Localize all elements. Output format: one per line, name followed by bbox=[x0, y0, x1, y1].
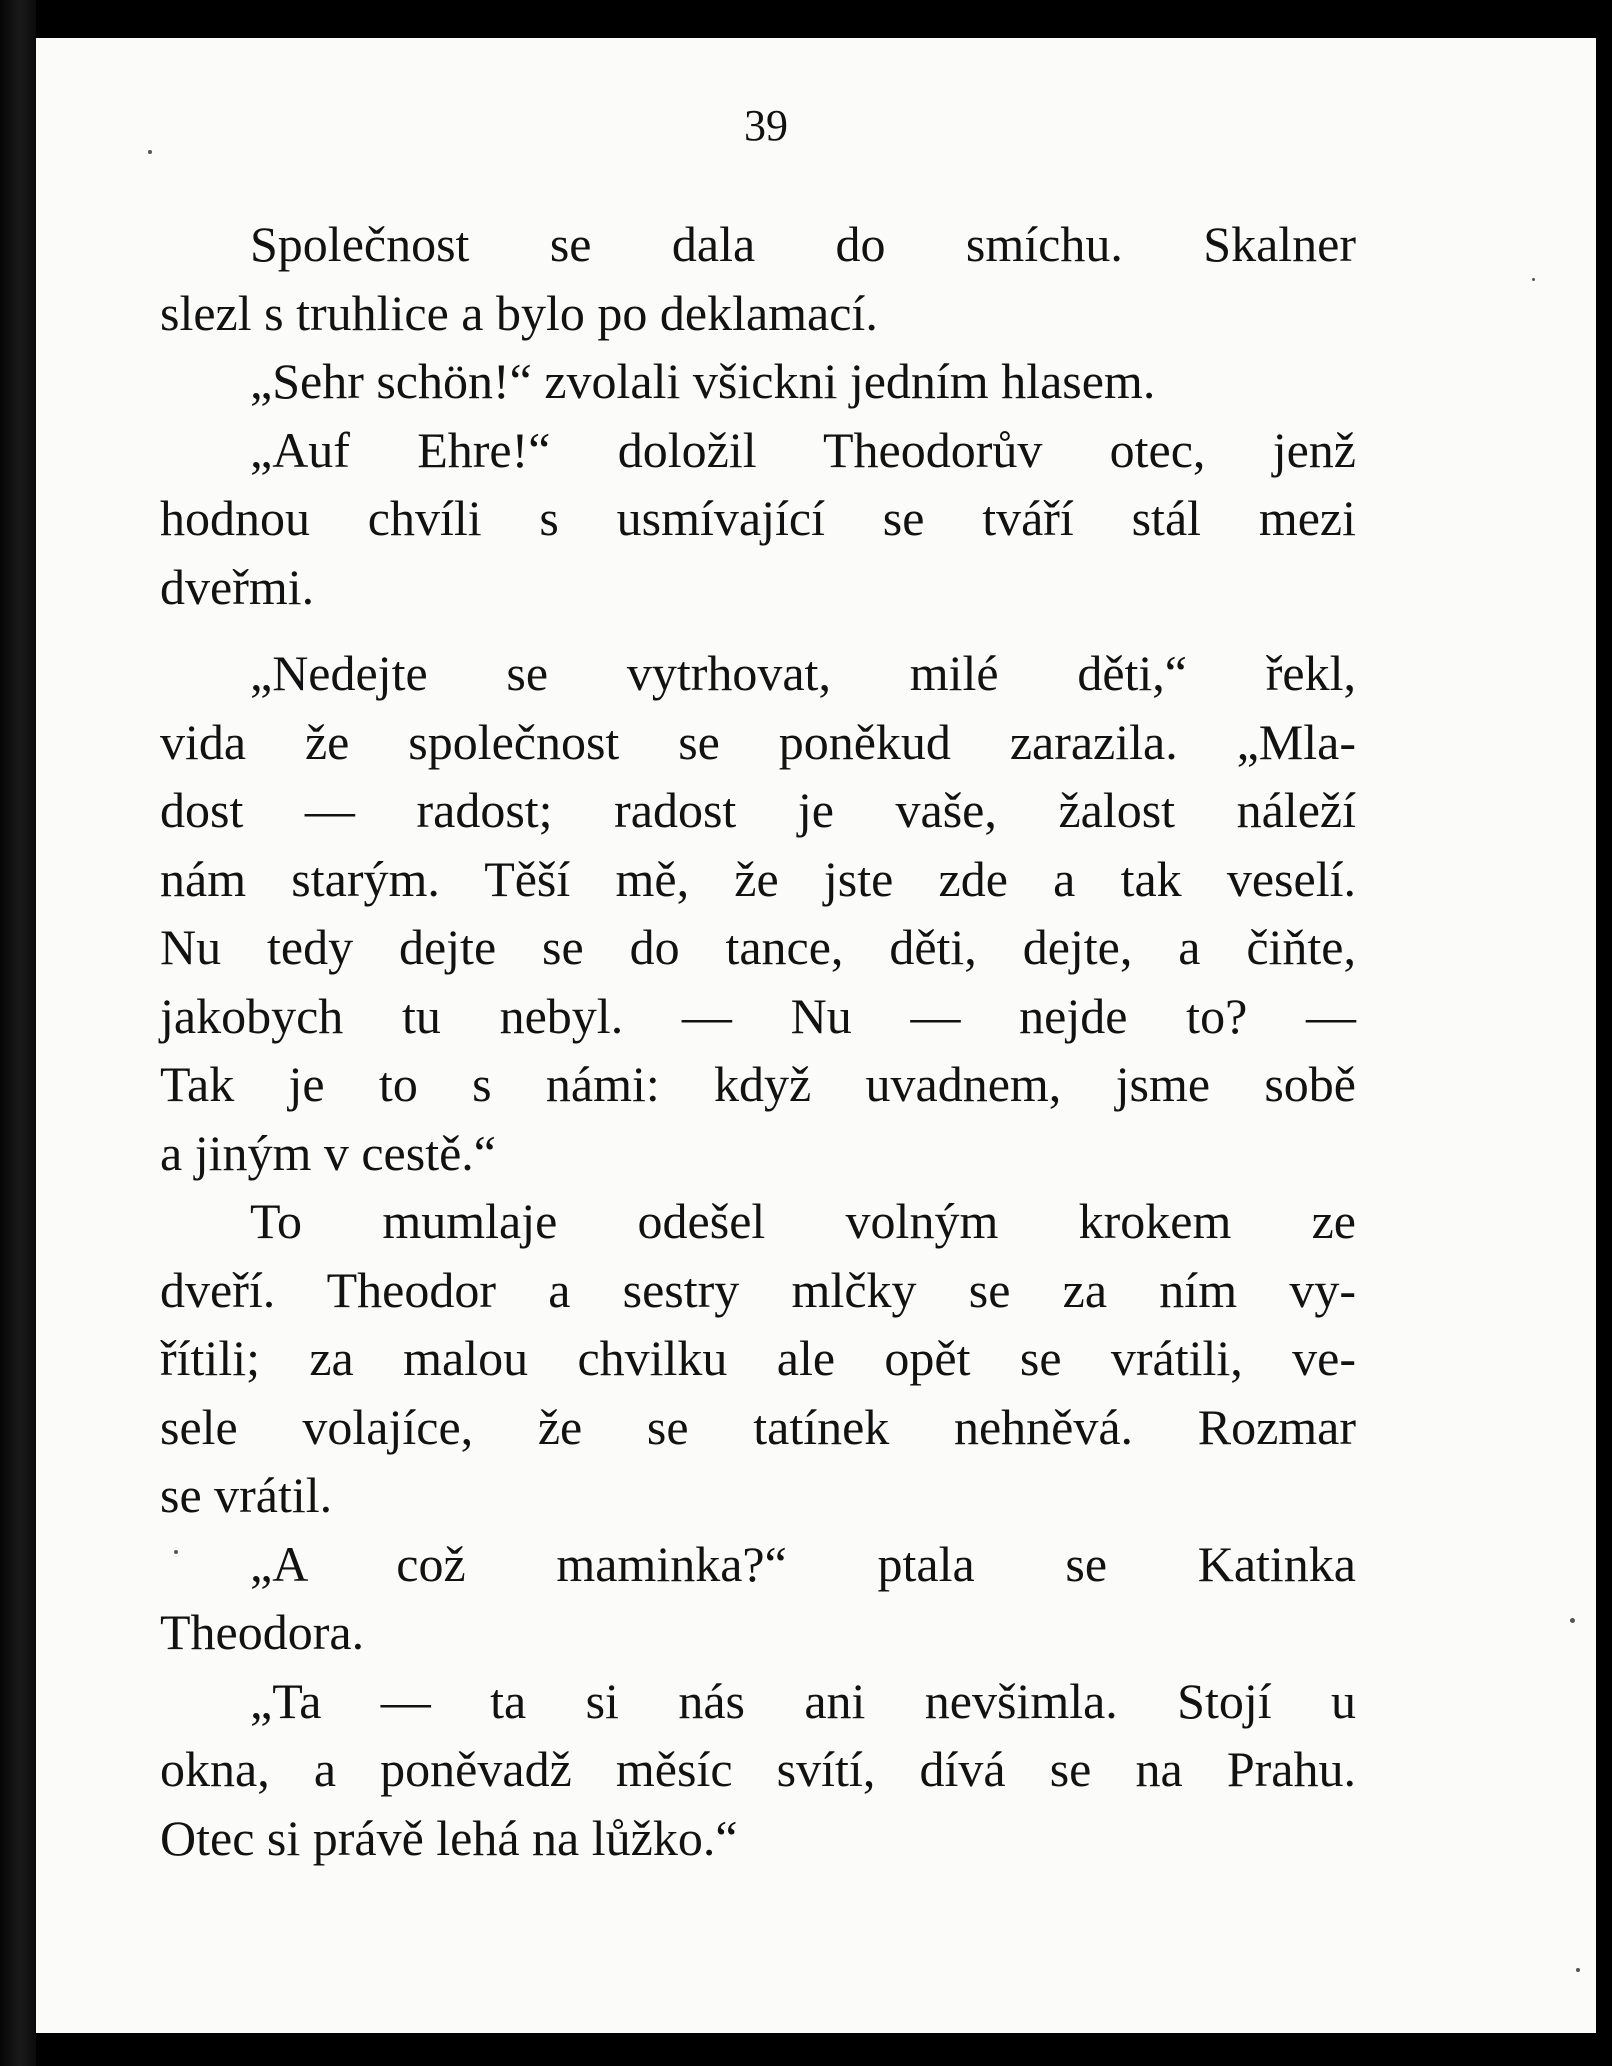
text-line: jakobych tu nebyl. — Nu — nejde to? — bbox=[160, 987, 1356, 1044]
text-line: „Auf Ehre!“ doložil Theodorův otec, jenž bbox=[250, 421, 1356, 478]
scan-speck bbox=[1532, 278, 1535, 281]
text-line: „Sehr schön!“ zvolali všickni jedním hlasem. bbox=[250, 353, 1156, 409]
text-line: „Nedejte se vytrhovat, milé děti,“ řekl, bbox=[250, 645, 1356, 701]
scan-speck bbox=[148, 150, 152, 154]
text-line: hodnou chvíli s usmívající se tváří stál mezi bbox=[160, 490, 1356, 546]
scan-speck bbox=[174, 1550, 178, 1554]
text-line: sele volajíce, že se tatínek nehněvá. Rozmar bbox=[160, 1398, 1356, 1455]
text-line: Theodora. bbox=[160, 1604, 365, 1660]
text-line: dveřmi. bbox=[160, 558, 315, 615]
text-line: a jiným v cestě.“ bbox=[160, 1124, 496, 1181]
text-line: dveří. Theodor a sestry mlčky se za ním vy- bbox=[160, 1261, 1356, 1318]
text-line: „A což maminka?“ ptala se Katinka bbox=[250, 1535, 1356, 1592]
scan-speck bbox=[1576, 1968, 1580, 1972]
text-line: nám starým. Těší mě, že jste zde a tak veselí. bbox=[160, 850, 1356, 907]
text-line: „Ta — ta si nás ani nevšimla. Stojí u bbox=[250, 1672, 1356, 1729]
page-number: 39 bbox=[744, 101, 788, 150]
text-line: Společnost se dala do smíchu. Skalner bbox=[250, 216, 1356, 272]
page-text-body bbox=[160, 210, 1356, 1872]
text-line: okna, a poněvadž měsíc svítí, dívá se na Prahu. bbox=[160, 1741, 1356, 1797]
text-line: Otec si právě lehá na lůžko.“ bbox=[160, 1809, 738, 1866]
scan-speck bbox=[1570, 1618, 1575, 1623]
text-line: slezl s truhlice a bylo po deklamací. bbox=[160, 284, 878, 341]
text-line: dost — radost; radost je vaše, žalost náleží bbox=[160, 782, 1356, 838]
scan-left-edge bbox=[0, 0, 36, 2066]
text-line: Tak je to s námi: když uvadnem, jsme sobě bbox=[160, 1056, 1356, 1112]
text-line: To mumlaje odešel volným krokem ze bbox=[250, 1193, 1356, 1249]
text-line: vida že společnost se poněkud zarazila. „Mla- bbox=[160, 713, 1356, 770]
book-page bbox=[36, 38, 1596, 2033]
text-line: řítili; za malou chvilku ale opět se vrátili, ve- bbox=[160, 1330, 1356, 1386]
text-line: Nu tedy dejte se do tance, děti, dejte, a čiňte, bbox=[160, 919, 1356, 975]
text-line: se vrátil. bbox=[160, 1467, 333, 1523]
